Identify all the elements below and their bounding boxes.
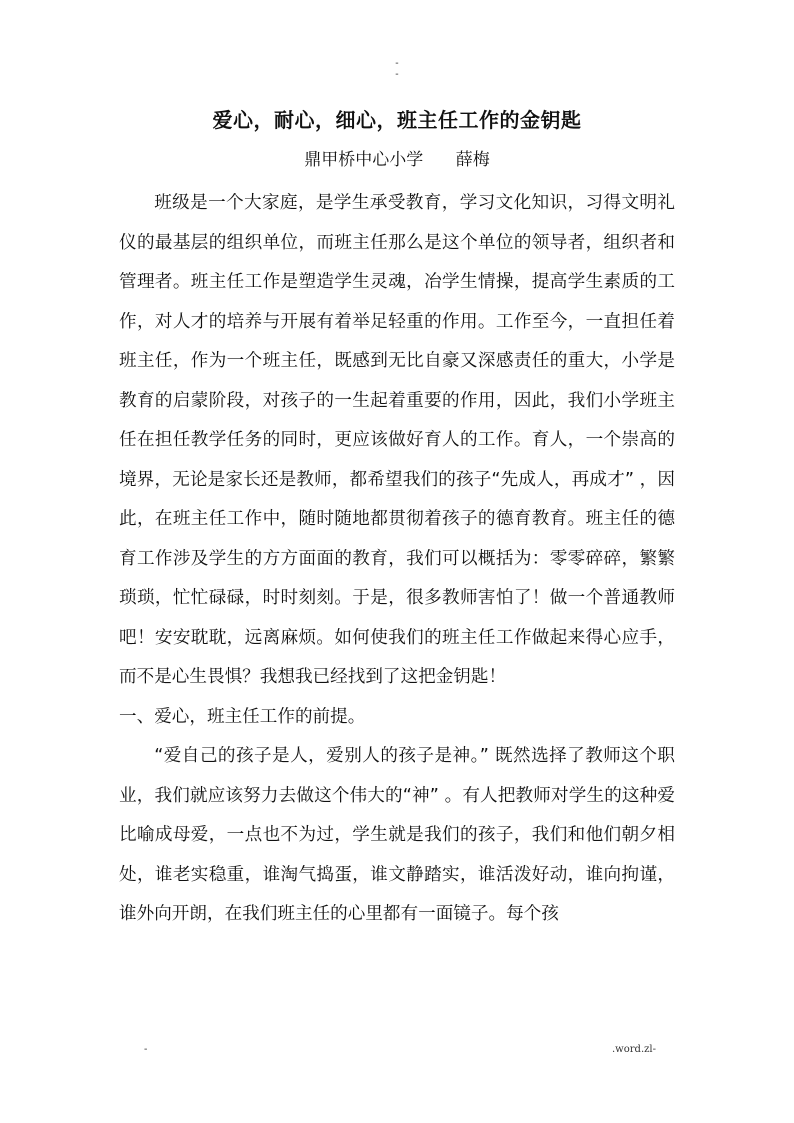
document-author: 鼎甲桥中心小学 薛梅 — [304, 150, 490, 170]
section-heading-love: 一、爱心，班主任工作的前提。 — [119, 706, 366, 727]
header-mark-bottom: - — [395, 69, 399, 80]
body-paragraph-intro: 班级是一个大家庭，是学生承受教育，学习文化知识，习得文明礼仪的最基层的组织单位，而班主任那么是这个单位的领导者，组织者和管理者。班主任工作是塑造学生灵魂，冶学生情操，提高学生素质的工作，对人才的培养与开展有着举足轻重的作用。工作至今，一直担任着班主任，作为一个班主任，既感到无比自豪又深感责任的重大，小学是教育的启蒙阶段，对孩子的一生起着重要的作用，因此，我们小学班主任在担任教学任务的同时，更应该做好育人的工作。育人，一个崇高的境界，无论是家长还是教师，都希望我们的孩子“先成人，再成才” ，因此，在班主任工作中，随时随地都贯彻着孩子的德育教育。班主任的德育工作涉及学生的方方面面的教育，我们可以概括为：零零碎碎，繁繁琐琐，忙忙碌碌，时时刻刻。于是，很多教师害怕了！做一个普通教师吧！安安耽耽，远离麻烦。如何使我们的班主任工作做起来得心应手，而不是心生畏惧？我想我已经找到了这把金钥匙！ — [119, 193, 675, 687]
header-mark-top: - — [395, 58, 399, 69]
page-header-marks — [0, 58, 794, 80]
document-title: 爱心，耐心，细心，班主任工作的金钥匙 — [212, 108, 582, 132]
footer-source-mark: .word.zl- — [612, 1044, 656, 1055]
footer-left-mark: - — [144, 1044, 148, 1055]
body-paragraph-love: “爱自己的孩子是人，爱别人的孩子是神。” 既然选择了教师这个职业，我们就应该努力去做这个伟大的“神” 。有人把教师对学生的这种爱比喻成母爱，一点也不为过，学生就是我们的孩子，我们和他们朝夕相处，谁老实稳重，谁淘气捣蛋，谁文静踏实，谁活泼好动，谁向拘谨，谁外向开朗，在我们班主任的心里都有一面镜子。每个孩 — [119, 746, 675, 924]
document-body — [119, 184, 675, 935]
